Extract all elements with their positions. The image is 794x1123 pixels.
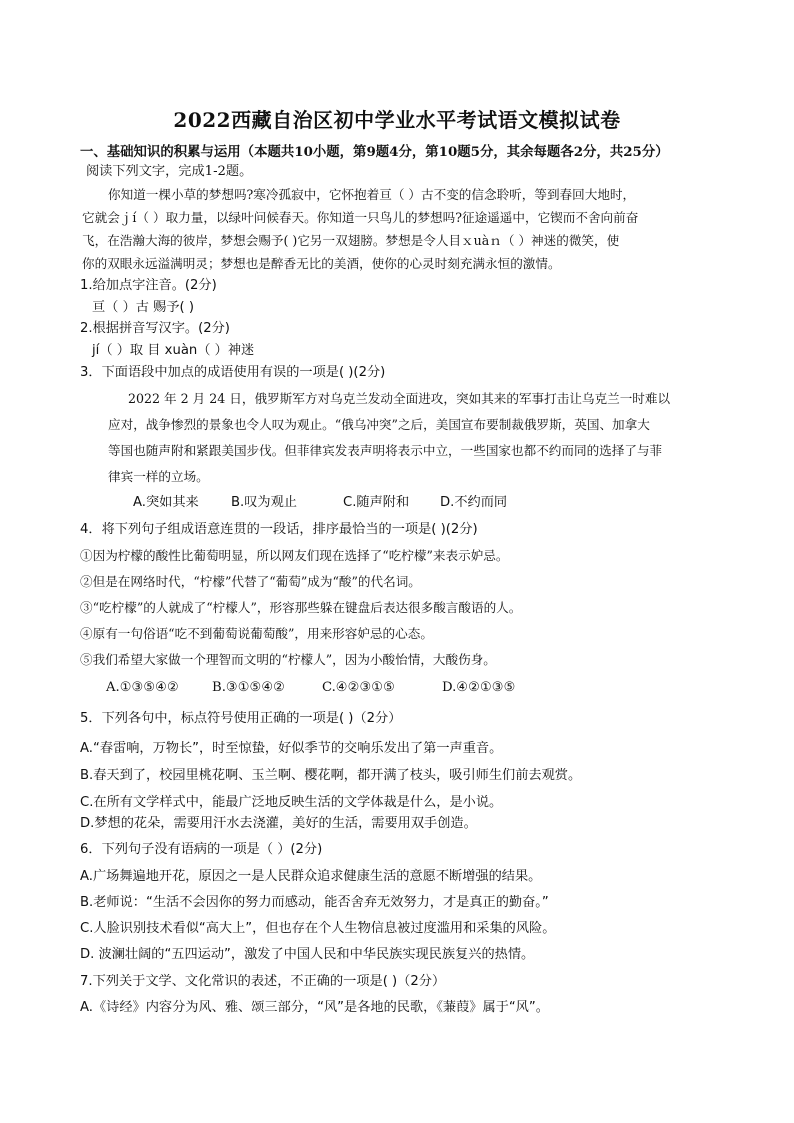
passage-line: 你的双眼永远溢满明灵；梦想也是醉香无比的美酒，使你的心灵时刻充满永恒的激情。 [82,256,561,271]
passage-line: 飞，在浩瀚大海的彼岸，梦想会赐予( )它另一双翅膀。梦想是令人目ｘuàｎ（ ）神迷的微笑，使 [82,233,620,248]
option-d[interactable]: D.不约而同 [440,495,508,510]
option-c[interactable]: C.④②③①⑤ [322,680,395,695]
option-b[interactable]: B.老师说：“生活不会因你的努力而感动，能否舍弃无效努力，才是真正的勤奋。” [80,895,549,910]
option-b[interactable]: B.春天到了，校园里桃花啊、玉兰啊、樱花啊，都开满了枝头，吸引师生们前去观赏。 [80,768,582,783]
question-1-blanks: 亘（ ）古 赐予( ) [92,300,194,315]
passage-line: 2022 年 2 月 24 日，俄罗斯军方对乌克兰发动全面进攻，突如其来的军事打击让乌克兰一时难以 [128,391,671,406]
option-b[interactable]: B.叹为观止 [231,495,297,510]
option-d[interactable]: D.梦想的花朵，需要用汗水去浇灌，美好的生活，需要用双手创造。 [80,816,477,831]
question-2-blanks: jí（ ）取 目 xuàn（ ）神迷 [92,343,255,358]
sentence-item: ③“吃柠檬”的人就成了“柠檬人”，形容那些躲在键盘后表达很多酸言酸语的人。 [80,600,522,615]
option-d[interactable]: D. 波澜壮阔的“五四运动”，激发了中国人民和中华民族实现民族复兴的热情。 [80,947,535,962]
passage-line: 它就会ｊí（ ）取力量，以绿叶问候春天。你知道一只鸟儿的梦想吗?征途遥遥中，它锲而不舍向前奋 [82,210,639,225]
section-heading: 一、基础知识的积累与运用（本题共10小题，第9题4分，第10题5分，其余每题各2分，共25分） [80,144,669,160]
option-c[interactable]: C.人脸识别技术看似“高大上”，但也存在个人生物信息被过度滥用和采集的风险。 [80,921,556,936]
sentence-item: ②但是在网络时代，“柠檬”代替了“葡萄”成为“酸”的代名词。 [80,574,421,589]
question-3-stem: 3．下面语段中加点的成语使用有误的一项是( )(2分) [80,365,386,380]
option-b[interactable]: B.③①⑤④② [212,680,285,695]
page-title: 2022西藏自治区初中学业水平考试语文模拟试卷 [173,108,621,132]
option-a[interactable]: A.①③⑤④② [106,680,179,695]
question-5-stem: 5．下列各句中，标点符号使用正确的一项是( )（2分） [80,711,402,726]
question-6-stem: 6．下列句子没有语病的一项是（ ）(2分) [80,842,323,857]
passage-line: 律宾一样的立场。 [108,469,209,484]
passage-line: 等国也随声附和紧跟美国步伐。但菲律宾发表声明将表示中立，一些国家也都不约而同的选择了与菲 [108,443,663,458]
passage-line: 你知道一棵小草的梦想吗?寒冷孤寂中，它怀抱着亘（ ）古不变的信念聆听，等到春回大地时， [108,187,636,202]
question-1-stem: 1.给加点字注音。(2分) [80,278,217,293]
passage-line: 应对，战争惨烈的景象也令人叹为观止。“俄乌冲突”之后，美国宣布要制裁俄罗斯，英国、加拿大 [108,417,650,432]
sentence-item: ①因为柠檬的酸性比葡萄明显，所以网友们现在选择了“吃柠檬”来表示妒忌。 [80,548,509,563]
option-c[interactable]: C.在所有文学样式中，能最广泛地反映生活的文学体裁是什么，是小说。 [80,795,503,810]
question-7-stem: 7.下列关于文学、文化常识的表述，不正确的一项是( )（2分） [80,974,446,989]
sentence-item: ④原有一句俗语“吃不到葡萄说葡萄酸”，用来形容妒忌的心态。 [80,626,433,641]
option-a[interactable]: A.突如其来 [133,495,199,510]
reading-instruction: 阅读下列文字，完成1-2题。 [86,164,253,179]
sentence-item: ⑤我们希望大家做一个理智而文明的“柠檬人”，因为小酸怡情，大酸伤身。 [80,652,496,667]
option-a[interactable]: A.“春雷响，万物长”，时至惊蛰，好似季节的交响乐发出了第一声重音。 [80,741,503,756]
question-4-stem: 4．将下列句子组成语意连贯的一段话，排序最恰当的一项是( )(2分) [80,522,478,537]
option-c[interactable]: C.随声附和 [343,495,410,510]
question-2-stem: 2.根据拼音写汉字。(2分) [80,321,230,336]
option-a[interactable]: A.广场舞遍地开花，原因之一是人民群众追求健康生活的意愿不断增强的结果。 [80,869,542,884]
option-a[interactable]: A.《诗经》内容分为风、雅、颂三部分，“风”是各地的民歌，《蒹葭》属于“风”。 [80,1000,549,1015]
option-d[interactable]: D.④②①③⑤ [442,680,516,695]
